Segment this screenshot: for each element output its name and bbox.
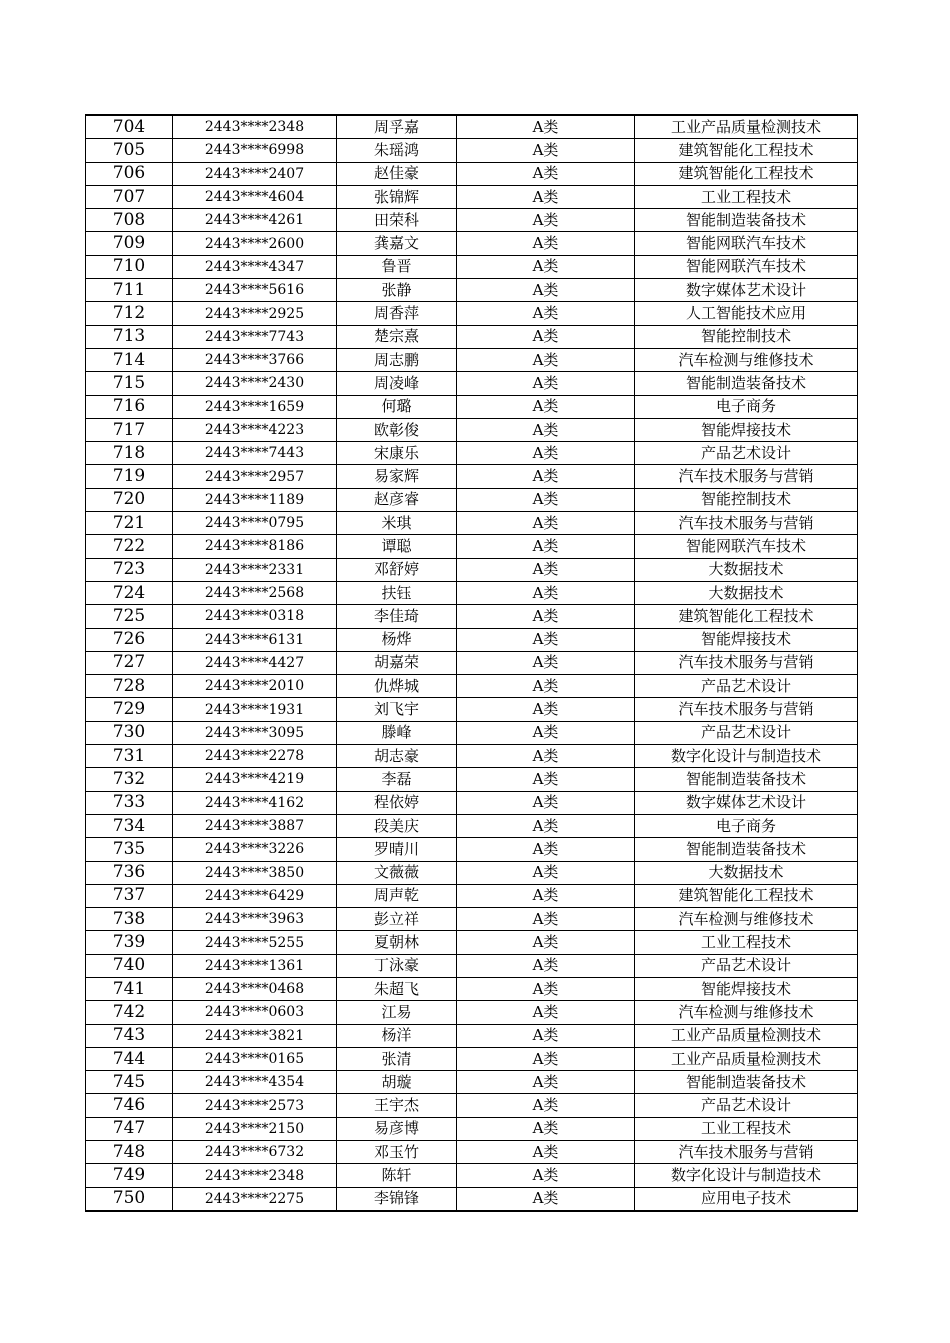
category-cell: A类 xyxy=(457,279,635,302)
row-number-cell: 746 xyxy=(86,1094,173,1117)
row-number-cell: 729 xyxy=(86,698,173,721)
table-row xyxy=(86,372,858,395)
student-name-cell: 田荣科 xyxy=(337,209,457,232)
major-cell: 产品艺术设计 xyxy=(635,721,858,744)
major-cell: 产品艺术设计 xyxy=(635,954,858,977)
category-cell: A类 xyxy=(457,1094,635,1117)
major-cell: 数字媒体艺术设计 xyxy=(635,279,858,302)
student-name-cell: 扶钰 xyxy=(337,581,457,604)
row-number-cell: 728 xyxy=(86,675,173,698)
category-cell: A类 xyxy=(457,977,635,1000)
category-cell: A类 xyxy=(457,675,635,698)
student-name-cell: 张静 xyxy=(337,279,457,302)
candidate-id-cell: 2443****2925 xyxy=(173,302,337,325)
student-name-cell: 张锦辉 xyxy=(337,185,457,208)
table-body xyxy=(86,115,858,1211)
major-cell: 工业产品质量检测技术 xyxy=(635,1024,858,1047)
candidate-id-cell: 2443****2957 xyxy=(173,465,337,488)
student-name-cell: 宋康乐 xyxy=(337,442,457,465)
student-name-cell: 欧彰俊 xyxy=(337,418,457,441)
major-cell: 智能控制技术 xyxy=(635,325,858,348)
table-row xyxy=(86,418,858,441)
major-cell: 应用电子技术 xyxy=(635,1187,858,1211)
candidate-id-cell: 2443****6429 xyxy=(173,884,337,907)
category-cell: A类 xyxy=(457,1164,635,1187)
candidate-id-cell: 2443****6732 xyxy=(173,1141,337,1164)
student-name-cell: 邓舒婷 xyxy=(337,558,457,581)
row-number-cell: 709 xyxy=(86,232,173,255)
row-number-cell: 748 xyxy=(86,1141,173,1164)
category-cell: A类 xyxy=(457,209,635,232)
category-cell: A类 xyxy=(457,1071,635,1094)
table-row xyxy=(86,814,858,837)
student-name-cell: 李佳琦 xyxy=(337,605,457,628)
candidate-id-cell: 2443****5255 xyxy=(173,931,337,954)
category-cell: A类 xyxy=(457,185,635,208)
candidate-id-cell: 2443****4354 xyxy=(173,1071,337,1094)
row-number-cell: 707 xyxy=(86,185,173,208)
major-cell: 汽车技术服务与营销 xyxy=(635,512,858,535)
student-name-cell: 周凌峰 xyxy=(337,372,457,395)
table-row xyxy=(86,209,858,232)
major-cell: 汽车技术服务与营销 xyxy=(635,698,858,721)
student-name-cell: 龚嘉文 xyxy=(337,232,457,255)
table-row xyxy=(86,232,858,255)
candidate-id-cell: 2443****3095 xyxy=(173,721,337,744)
student-name-cell: 李锦锋 xyxy=(337,1187,457,1211)
table-row xyxy=(86,279,858,302)
major-cell: 大数据技术 xyxy=(635,581,858,604)
table-row xyxy=(86,1047,858,1070)
candidate-id-cell: 2443****4162 xyxy=(173,791,337,814)
category-cell: A类 xyxy=(457,465,635,488)
student-name-cell: 周声乾 xyxy=(337,884,457,907)
candidate-id-cell: 2443****4427 xyxy=(173,651,337,674)
candidate-id-cell: 2443****2348 xyxy=(173,1164,337,1187)
row-number-cell: 723 xyxy=(86,558,173,581)
student-name-cell: 彭立祥 xyxy=(337,908,457,931)
student-name-cell: 程依婷 xyxy=(337,791,457,814)
major-cell: 数字化设计与制造技术 xyxy=(635,745,858,768)
candidate-id-cell: 2443****8186 xyxy=(173,535,337,558)
table-row xyxy=(86,768,858,791)
major-cell: 大数据技术 xyxy=(635,558,858,581)
candidate-id-cell: 2443****4604 xyxy=(173,185,337,208)
row-number-cell: 734 xyxy=(86,814,173,837)
row-number-cell: 724 xyxy=(86,581,173,604)
student-name-cell: 滕峰 xyxy=(337,721,457,744)
candidate-id-cell: 2443****2568 xyxy=(173,581,337,604)
major-cell: 汽车技术服务与营销 xyxy=(635,1141,858,1164)
candidate-id-cell: 2443****2150 xyxy=(173,1117,337,1140)
category-cell: A类 xyxy=(457,908,635,931)
row-number-cell: 743 xyxy=(86,1024,173,1047)
row-number-cell: 744 xyxy=(86,1047,173,1070)
candidate-id-cell: 2443****2430 xyxy=(173,372,337,395)
category-cell: A类 xyxy=(457,838,635,861)
admission-list-table xyxy=(85,114,858,1212)
candidate-id-cell: 2443****7743 xyxy=(173,325,337,348)
table-row xyxy=(86,558,858,581)
table-row xyxy=(86,185,858,208)
candidate-id-cell: 2443****2275 xyxy=(173,1187,337,1211)
table-row xyxy=(86,162,858,185)
major-cell: 大数据技术 xyxy=(635,861,858,884)
table-row xyxy=(86,442,858,465)
row-number-cell: 716 xyxy=(86,395,173,418)
table-row xyxy=(86,954,858,977)
major-cell: 汽车检测与维修技术 xyxy=(635,908,858,931)
table-row xyxy=(86,512,858,535)
category-cell: A类 xyxy=(457,814,635,837)
candidate-id-cell: 2443****0795 xyxy=(173,512,337,535)
student-name-cell: 王宇杰 xyxy=(337,1094,457,1117)
category-cell: A类 xyxy=(457,745,635,768)
candidate-id-cell: 2443****5616 xyxy=(173,279,337,302)
candidate-id-cell: 2443****4347 xyxy=(173,255,337,278)
table-row xyxy=(86,139,858,162)
student-name-cell: 陈轩 xyxy=(337,1164,457,1187)
row-number-cell: 736 xyxy=(86,861,173,884)
candidate-id-cell: 2443****0603 xyxy=(173,1001,337,1024)
table-row xyxy=(86,465,858,488)
table-row xyxy=(86,651,858,674)
table-row xyxy=(86,977,858,1000)
category-cell: A类 xyxy=(457,581,635,604)
major-cell: 智能制造装备技术 xyxy=(635,768,858,791)
student-name-cell: 仇烨城 xyxy=(337,675,457,698)
major-cell: 工业工程技术 xyxy=(635,1117,858,1140)
category-cell: A类 xyxy=(457,651,635,674)
category-cell: A类 xyxy=(457,884,635,907)
candidate-id-cell: 2443****2407 xyxy=(173,162,337,185)
candidate-id-cell: 2443****1189 xyxy=(173,488,337,511)
candidate-id-cell: 2443****6131 xyxy=(173,628,337,651)
candidate-id-cell: 2443****4223 xyxy=(173,418,337,441)
category-cell: A类 xyxy=(457,1141,635,1164)
row-number-cell: 735 xyxy=(86,838,173,861)
row-number-cell: 705 xyxy=(86,139,173,162)
row-number-cell: 712 xyxy=(86,302,173,325)
major-cell: 建筑智能化工程技术 xyxy=(635,884,858,907)
student-name-cell: 邓玉竹 xyxy=(337,1141,457,1164)
major-cell: 汽车检测与维修技术 xyxy=(635,1001,858,1024)
major-cell: 电子商务 xyxy=(635,814,858,837)
category-cell: A类 xyxy=(457,1024,635,1047)
category-cell: A类 xyxy=(457,535,635,558)
category-cell: A类 xyxy=(457,1047,635,1070)
category-cell: A类 xyxy=(457,628,635,651)
student-name-cell: 谭聪 xyxy=(337,535,457,558)
table-row xyxy=(86,395,858,418)
candidate-id-cell: 2443****1361 xyxy=(173,954,337,977)
table-row xyxy=(86,1164,858,1187)
table-row xyxy=(86,745,858,768)
candidate-id-cell: 2443****2331 xyxy=(173,558,337,581)
table-row xyxy=(86,1094,858,1117)
student-name-cell: 米琪 xyxy=(337,512,457,535)
row-number-cell: 747 xyxy=(86,1117,173,1140)
student-name-cell: 胡璇 xyxy=(337,1071,457,1094)
candidate-id-cell: 2443****3226 xyxy=(173,838,337,861)
row-number-cell: 725 xyxy=(86,605,173,628)
row-number-cell: 706 xyxy=(86,162,173,185)
candidate-id-cell: 2443****3766 xyxy=(173,348,337,371)
category-cell: A类 xyxy=(457,348,635,371)
category-cell: A类 xyxy=(457,791,635,814)
row-number-cell: 750 xyxy=(86,1187,173,1211)
row-number-cell: 738 xyxy=(86,908,173,931)
major-cell: 智能焊接技术 xyxy=(635,977,858,1000)
category-cell: A类 xyxy=(457,721,635,744)
major-cell: 汽车检测与维修技术 xyxy=(635,348,858,371)
category-cell: A类 xyxy=(457,139,635,162)
row-number-cell: 717 xyxy=(86,418,173,441)
candidate-id-cell: 2443****3887 xyxy=(173,814,337,837)
row-number-cell: 732 xyxy=(86,768,173,791)
major-cell: 智能焊接技术 xyxy=(635,628,858,651)
table-row xyxy=(86,115,858,139)
category-cell: A类 xyxy=(457,302,635,325)
major-cell: 智能网联汽车技术 xyxy=(635,232,858,255)
student-name-cell: 李磊 xyxy=(337,768,457,791)
row-number-cell: 739 xyxy=(86,931,173,954)
major-cell: 工业产品质量检测技术 xyxy=(635,1047,858,1070)
student-name-cell: 张清 xyxy=(337,1047,457,1070)
student-name-cell: 罗晴川 xyxy=(337,838,457,861)
student-name-cell: 江易 xyxy=(337,1001,457,1024)
major-cell: 产品艺术设计 xyxy=(635,675,858,698)
major-cell: 工业产品质量检测技术 xyxy=(635,115,858,139)
candidate-id-cell: 2443****7443 xyxy=(173,442,337,465)
student-name-cell: 赵彦睿 xyxy=(337,488,457,511)
table-row xyxy=(86,535,858,558)
major-cell: 智能焊接技术 xyxy=(635,418,858,441)
candidate-id-cell: 2443****3963 xyxy=(173,908,337,931)
table-row xyxy=(86,1117,858,1140)
row-number-cell: 742 xyxy=(86,1001,173,1024)
candidate-id-cell: 2443****6998 xyxy=(173,139,337,162)
major-cell: 工业工程技术 xyxy=(635,931,858,954)
candidate-id-cell: 2443****2348 xyxy=(173,115,337,139)
table-row xyxy=(86,721,858,744)
category-cell: A类 xyxy=(457,372,635,395)
category-cell: A类 xyxy=(457,162,635,185)
student-name-cell: 易家辉 xyxy=(337,465,457,488)
student-name-cell: 杨烨 xyxy=(337,628,457,651)
table-row xyxy=(86,581,858,604)
category-cell: A类 xyxy=(457,1187,635,1211)
table-row xyxy=(86,488,858,511)
candidate-id-cell: 2443****3821 xyxy=(173,1024,337,1047)
table-row xyxy=(86,1001,858,1024)
category-cell: A类 xyxy=(457,115,635,139)
category-cell: A类 xyxy=(457,442,635,465)
table-row xyxy=(86,255,858,278)
row-number-cell: 708 xyxy=(86,209,173,232)
major-cell: 产品艺术设计 xyxy=(635,1094,858,1117)
student-name-cell: 刘飞宇 xyxy=(337,698,457,721)
major-cell: 汽车技术服务与营销 xyxy=(635,651,858,674)
table-row xyxy=(86,908,858,931)
major-cell: 产品艺术设计 xyxy=(635,442,858,465)
table-row xyxy=(86,884,858,907)
row-number-cell: 730 xyxy=(86,721,173,744)
table-row xyxy=(86,791,858,814)
row-number-cell: 745 xyxy=(86,1071,173,1094)
category-cell: A类 xyxy=(457,768,635,791)
category-cell: A类 xyxy=(457,931,635,954)
row-number-cell: 740 xyxy=(86,954,173,977)
row-number-cell: 721 xyxy=(86,512,173,535)
table-row xyxy=(86,1141,858,1164)
row-number-cell: 733 xyxy=(86,791,173,814)
row-number-cell: 749 xyxy=(86,1164,173,1187)
candidate-id-cell: 2443****0318 xyxy=(173,605,337,628)
student-name-cell: 胡嘉荣 xyxy=(337,651,457,674)
table-row xyxy=(86,838,858,861)
major-cell: 汽车技术服务与营销 xyxy=(635,465,858,488)
major-cell: 智能网联汽车技术 xyxy=(635,535,858,558)
student-name-cell: 朱瑶鸿 xyxy=(337,139,457,162)
row-number-cell: 722 xyxy=(86,535,173,558)
table-row xyxy=(86,348,858,371)
student-name-cell: 文薇薇 xyxy=(337,861,457,884)
category-cell: A类 xyxy=(457,395,635,418)
major-cell: 智能制造装备技术 xyxy=(635,372,858,395)
candidate-id-cell: 2443****1659 xyxy=(173,395,337,418)
row-number-cell: 710 xyxy=(86,255,173,278)
student-name-cell: 易彦博 xyxy=(337,1117,457,1140)
row-number-cell: 704 xyxy=(86,115,173,139)
category-cell: A类 xyxy=(457,325,635,348)
category-cell: A类 xyxy=(457,861,635,884)
student-name-cell: 胡志豪 xyxy=(337,745,457,768)
row-number-cell: 718 xyxy=(86,442,173,465)
student-name-cell: 鲁晋 xyxy=(337,255,457,278)
category-cell: A类 xyxy=(457,1001,635,1024)
major-cell: 智能制造装备技术 xyxy=(635,838,858,861)
table-row xyxy=(86,325,858,348)
category-cell: A类 xyxy=(457,698,635,721)
student-name-cell: 何璐 xyxy=(337,395,457,418)
table-row xyxy=(86,1024,858,1047)
row-number-cell: 727 xyxy=(86,651,173,674)
category-cell: A类 xyxy=(457,488,635,511)
category-cell: A类 xyxy=(457,605,635,628)
student-name-cell: 夏朝林 xyxy=(337,931,457,954)
major-cell: 建筑智能化工程技术 xyxy=(635,605,858,628)
student-name-cell: 周香萍 xyxy=(337,302,457,325)
candidate-id-cell: 2443****4261 xyxy=(173,209,337,232)
table-row xyxy=(86,605,858,628)
row-number-cell: 715 xyxy=(86,372,173,395)
major-cell: 建筑智能化工程技术 xyxy=(635,139,858,162)
row-number-cell: 737 xyxy=(86,884,173,907)
major-cell: 智能控制技术 xyxy=(635,488,858,511)
table-row xyxy=(86,698,858,721)
category-cell: A类 xyxy=(457,1117,635,1140)
candidate-id-cell: 2443****3850 xyxy=(173,861,337,884)
table-row xyxy=(86,675,858,698)
candidate-id-cell: 2443****2010 xyxy=(173,675,337,698)
major-cell: 工业工程技术 xyxy=(635,185,858,208)
candidate-id-cell: 2443****1931 xyxy=(173,698,337,721)
row-number-cell: 726 xyxy=(86,628,173,651)
row-number-cell: 711 xyxy=(86,279,173,302)
major-cell: 人工智能技术应用 xyxy=(635,302,858,325)
candidate-id-cell: 2443****2600 xyxy=(173,232,337,255)
table-row xyxy=(86,302,858,325)
candidate-id-cell: 2443****2278 xyxy=(173,745,337,768)
category-cell: A类 xyxy=(457,418,635,441)
candidate-id-cell: 2443****4219 xyxy=(173,768,337,791)
major-cell: 智能网联汽车技术 xyxy=(635,255,858,278)
student-name-cell: 周孚嘉 xyxy=(337,115,457,139)
table-row xyxy=(86,1187,858,1211)
candidate-id-cell: 2443****0165 xyxy=(173,1047,337,1070)
student-name-cell: 楚宗熹 xyxy=(337,325,457,348)
student-name-cell: 段美庆 xyxy=(337,814,457,837)
major-cell: 数字媒体艺术设计 xyxy=(635,791,858,814)
candidate-id-cell: 2443****2573 xyxy=(173,1094,337,1117)
row-number-cell: 713 xyxy=(86,325,173,348)
table-row xyxy=(86,1071,858,1094)
student-name-cell: 周志鹏 xyxy=(337,348,457,371)
category-cell: A类 xyxy=(457,512,635,535)
candidate-id-cell: 2443****0468 xyxy=(173,977,337,1000)
major-cell: 电子商务 xyxy=(635,395,858,418)
category-cell: A类 xyxy=(457,558,635,581)
major-cell: 数字化设计与制造技术 xyxy=(635,1164,858,1187)
row-number-cell: 714 xyxy=(86,348,173,371)
major-cell: 建筑智能化工程技术 xyxy=(635,162,858,185)
row-number-cell: 719 xyxy=(86,465,173,488)
row-number-cell: 731 xyxy=(86,745,173,768)
student-name-cell: 丁泳豪 xyxy=(337,954,457,977)
table-row xyxy=(86,861,858,884)
category-cell: A类 xyxy=(457,255,635,278)
student-name-cell: 赵佳豪 xyxy=(337,162,457,185)
major-cell: 智能制造装备技术 xyxy=(635,1071,858,1094)
major-cell: 智能制造装备技术 xyxy=(635,209,858,232)
table-row xyxy=(86,931,858,954)
category-cell: A类 xyxy=(457,954,635,977)
category-cell: A类 xyxy=(457,232,635,255)
row-number-cell: 720 xyxy=(86,488,173,511)
student-name-cell: 朱超飞 xyxy=(337,977,457,1000)
student-name-cell: 杨洋 xyxy=(337,1024,457,1047)
row-number-cell: 741 xyxy=(86,977,173,1000)
table-row xyxy=(86,628,858,651)
